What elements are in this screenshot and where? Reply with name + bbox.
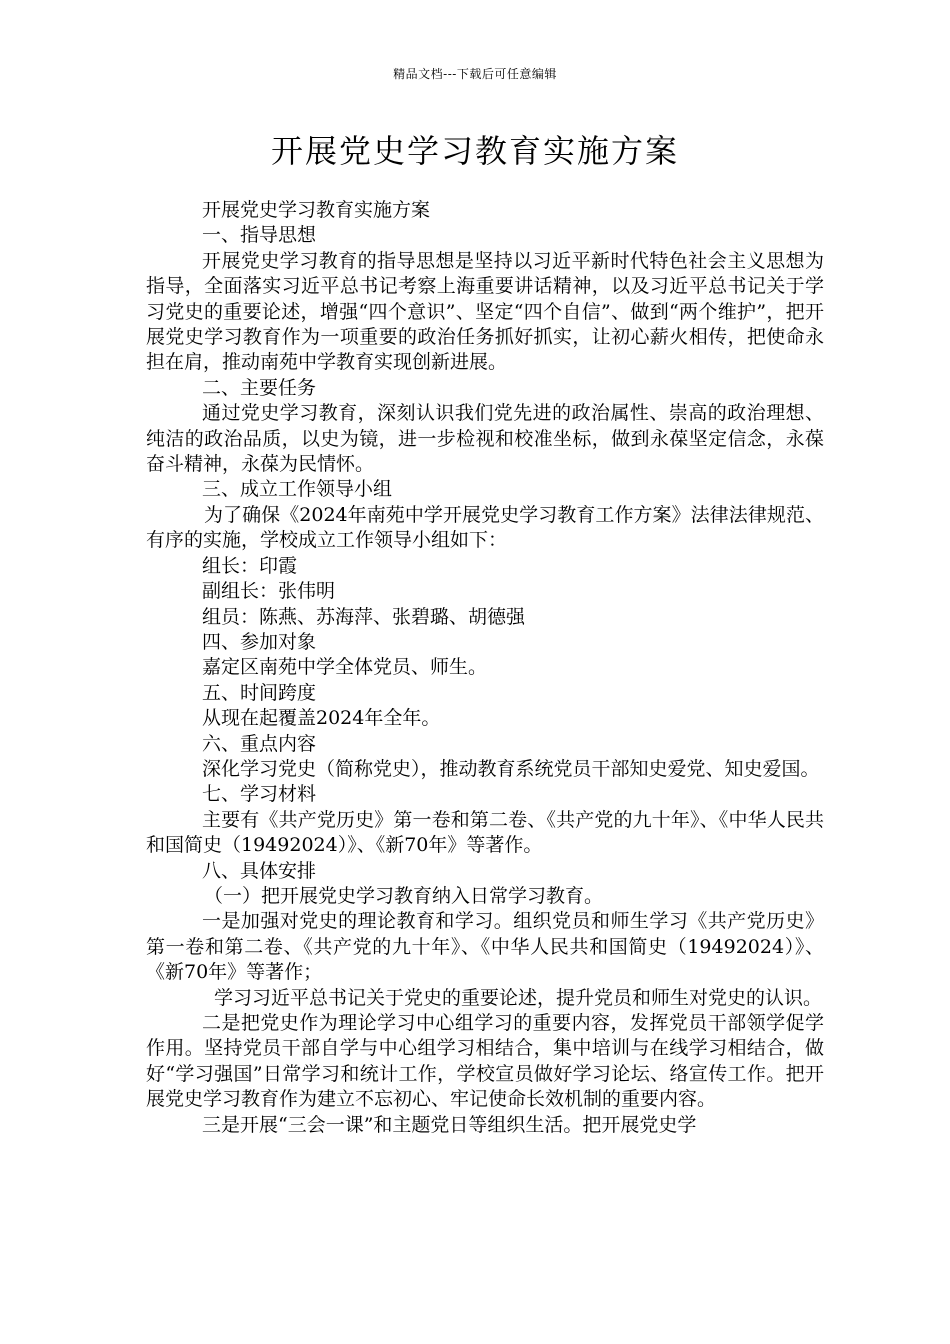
group-leader-line: 组长：印霞 <box>202 554 298 577</box>
section-heading-main-tasks: 二、主要任务 <box>202 376 317 399</box>
section-heading-guiding-ideology: 一、指导思想 <box>202 224 317 247</box>
members-line: 组员：陈燕、苏海萍、张碧璐、胡德强 <box>202 605 526 628</box>
paragraph-arrangement-one: 一是加强对党史的理论教育和学习。组织党员和师生学习《共产党历史》第一卷和第二卷、《共产党的九十年》、《中华人民共和国简史（19492024）》、《新70年》等著作； <box>146 910 824 984</box>
section-heading-leading-group: 三、成立工作领导小组 <box>202 478 393 501</box>
section-heading-arrangements: 八、具体安排 <box>202 859 317 882</box>
subsection-heading-daily-study: （一）把开展党史学习教育纳入日常学习教育。 <box>204 884 604 907</box>
paragraph-main-tasks: 通过党史学习教育，深刻认识我们党先进的政治属性、崇高的政治理想、纯洁的政治品质，以史为镜，进一步检视和校准坐标，做到永葆坚定信念，永葆奋斗精神，永葆为民情怀。 <box>146 402 824 476</box>
paragraph-participants: 嘉定区南苑中学全体党员、师生。 <box>202 656 488 679</box>
document-title: 开展党史学习教育实施方案 <box>270 132 679 170</box>
paragraph-guiding-ideology: 开展党史学习教育的指导思想是坚持以习近平新时代特色社会主义思想为指导，全面落实习近平总书记考察上海重要讲话精神，以及习近平总书记关于学习党史的重要论述，增强“四个意识”、坚定“四个自信”、做到“两个维护”，把开展党史学习教育作为一项重要的政治任务抓好抓实，让初心薪火相传，把使命永担在肩，推动南苑中学教育实现创新进展。 <box>146 249 824 374</box>
deputy-leader-line: 副组长：张伟明 <box>202 580 336 603</box>
paragraph-time-span: 从现在起覆盖2024年全年。 <box>202 707 441 730</box>
section-heading-participants: 四、参加对象 <box>202 630 317 653</box>
document-body <box>146 198 824 1138</box>
paragraph-arrangement-two: 二是把党史作为理论学习中心组学习的重要内容，发挥党员干部领学促学作用。坚持党员干部自学与中心组学习相结合，集中培训与在线学习相结合，做好“学习强国”日常学习和统计工作，学校宣员做好学习论坛、络宣传工作。把开展党史学习教育作为建立不忘初心、牢记使命长效机制的重要内容。 <box>146 1012 824 1111</box>
header-note: 精品文档---下载后可任意编辑 <box>393 67 557 81</box>
paragraph-arrangement-three: 三是开展“三会一课”和主题党日等组织生活。把开展党史学 <box>202 1113 697 1136</box>
subtitle-paragraph: 开展党史学习教育实施方案 <box>202 199 431 221</box>
paragraph-arrangement-one-continued: 学习习近平总书记关于党史的重要论述，提升党员和师生对党史的认识。 <box>214 986 823 1009</box>
paragraph-leading-group: 为了确保《2024年南苑中学开展党史学习教育工作方案》法律法律规范、有序的实施，学校成立工作领导小组如下： <box>146 503 824 552</box>
section-heading-time-span: 五、时间跨度 <box>202 681 317 704</box>
section-heading-key-content: 六、重点内容 <box>202 732 317 755</box>
section-heading-study-materials: 七、学习材料 <box>202 783 317 806</box>
paragraph-key-content: 深化学习党史（简称党史），推动教育系统党员干部知史爱党、知史爱国。 <box>202 757 820 780</box>
paragraph-study-materials: 主要有《共产党历史》第一卷和第二卷、《共产党的九十年》、《中华人民共和国简史（19492024）》、《新70年》等著作。 <box>146 808 824 857</box>
